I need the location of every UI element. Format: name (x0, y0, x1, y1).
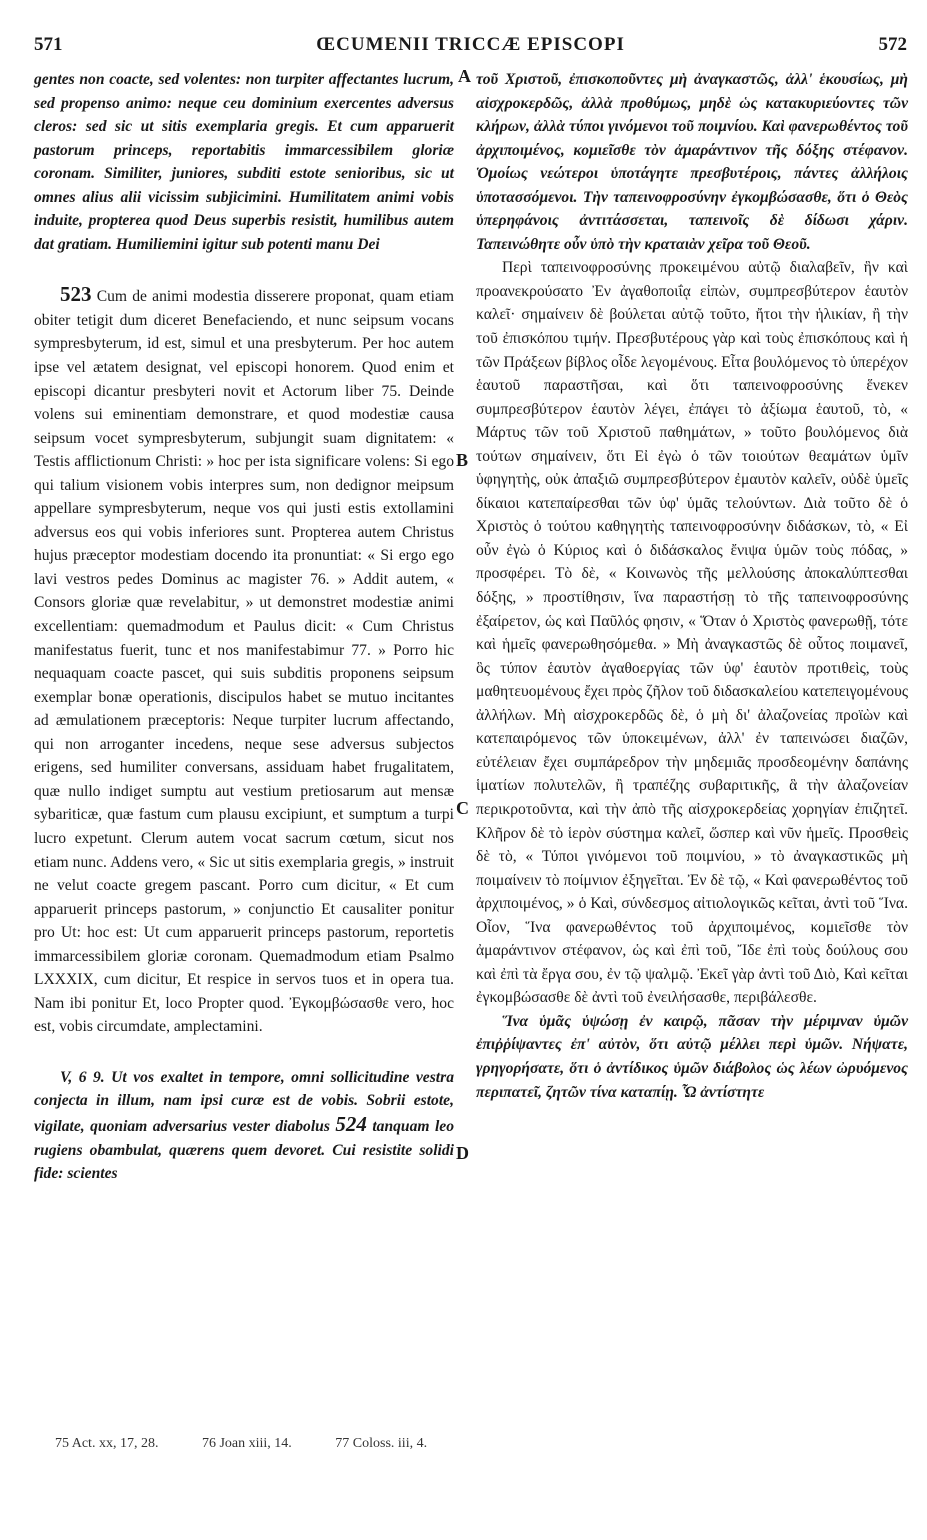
margin-letter-c: C (456, 798, 469, 818)
greek-verse-5-6: Ἵνα ὑμᾶς ὑψώσῃ ἐν καιρῷ, πᾶσαν τὴν μέριμναν ὑμῶν ἐπιῤῥίψαντες ἐπ' αὐτὸν, ὅτι αὐτῷ μέλλει περὶ ὑμῶν. Νήψατε, γρηγορήσατε, ὅτι ὁ ἀντίδικος ὑμῶν διάβολος ὡς λέων ὠρυόμενος περιπατεῖ, ζητῶν τίνα καταπίῃ. Ὧ ἀντίστητε (476, 1012, 908, 1101)
latin-column (34, 68, 454, 1186)
latin-verse-text-b: tanquam leo rugiens obambulat, quærens quem devoret. Cui resistite solidi fide: scientes (34, 1117, 454, 1183)
margin-letter-b: B (456, 450, 469, 470)
column-number-524: 524 (335, 1111, 367, 1136)
footnote-77: 77 Coloss. iii, 4. (335, 1436, 428, 1451)
page-title: ŒCUMENII TRICCÆ EPISCOPI (316, 34, 625, 55)
running-header (34, 34, 907, 60)
latin-verse-5-6 (34, 1066, 454, 1186)
latin-verse-text-a: V, 6 9. Ut vos exaltet in tempore, omni sollicitudine vestra conjecta in illum, nam ipsi curæ est de vobis. Sobrii estote, vigilate, quoniam adversarius vester diabolus (34, 1068, 454, 1135)
latin-scripture-passage: gentes non coacte, sed volentes: non turpiter affectantes lucrum, sed propenso animo: neque ceu dominium exercentes adversus cleros: sed sic ut sitis exemplaria gregis. Et cum apparuerit pastorum princeps, reportabitis immarcessibilem gloriæ coronam. Similiter, juniores, subditi estote senioribus, sic ut omnes alius alii vicissim subjicimini. Humilitatem animi vobis induite, propterea quod Deus superbis resistit, humilibus autem dat gratiam. Humiliemini igitur sub potenti manu Dei (34, 71, 454, 253)
margin-letter-a: A (458, 66, 471, 86)
footnotes (55, 1436, 467, 1452)
footnote-75: 75 Act. xx, 17, 28. (55, 1436, 159, 1451)
footnote-76: 76 Joan xiii, 14. (201, 1436, 292, 1451)
greek-scripture-passage: τοῦ Χριστοῦ, ἐπισκοποῦντες μὴ ἀναγκαστῶς, ἀλλ' ἑκουσίως, μὴ αἰσχροκερδῶς, ἀλλὰ προθύμως, μηδὲ ὡς κατακυριεύοντες τῶν κλήρων, ἀλλὰ τύποι γινόμενοι τοῦ ποιμνίου. Καὶ φανερωθέντος τοῦ ἀρχιποιμένος, κομιεῖσθε τὸν ἀμαράντινον τῆς δόξης στέφανον. Ὁμοίως νεώτεροι ὑποτάγητε πρεσβυτέροις, πάντες ἀλλήλοις ὑποτασσόμενοι. Τὴν ταπεινοφροσύνην ἐγκομβώσασθε, ὅτι ὁ Θεὸς ὑπερηφάνοις ἀντιτάσσεται, ταπεινοῖς δὲ δίδωσι χάριν. Ταπεινώθητε οὖν ὑπὸ τὴν κραταιὰν χεῖρα τοῦ Θεοῦ. (476, 71, 908, 253)
latin-commentary-text: Cum de animi modestia disserere proponat, quam etiam obiter tetigit dum diceret Benefaciendo, et nunc seipsum vocans sympresbyterum, id est, simul et una presbyterum. Per hoc autem ipse vel ætatem designat, vel episcopi honorem. Quod enim et episcopi dicantur presbyteri novit et Actorum liber 75. Deinde volens sui eminentiam demonstrare, et quod modestiæ causa seipsum vocet sympresbyterum, subjungit suam dignitatem: « Testis afflictionum Christi: » hoc per ista significare volens: Si ego qui talium visionem vobis interpres sum, non dedignor meipsum appellare sympresbyterum, neque vos qui justi estis extollamini adversus eos qui vobis inferiores sunt. Propterea autem Christus hujus præceptor modestiam docendo ita pronuntiat: « Si ergo ego lavi vestros pedes Dominus ac magister 76. » Addit autem, « Consors gloriæ quæ revelabitur, » ut demonstret modestiæ animi excellentiam: quemadmodum et Paulus dicit: « Cum Christus manifestatus fuerit, tunc et nos manifestabimur 77. » Porro hic nequaquam coacte pascet, qui suis subditis proponens seipsum exemplar bonæ operationis, discipulos habet se mutuo incitantes ad æmulationem præceptoris: Neque turpiter lucrum affectando, qui non arroganter incedens, neque sese adversus subjectos erigens, sed humiliter conversans, assiduam habet frugalitatem, quæ nullo indiget sumptu aut vestium pretiosarum aut mensæ sybariticæ, quæ fastum cum plausu excipiunt, et sumptum a turpi lucro expetunt. Clerum autem vocat sacrum cœtum, sicut nos etiam nunc. Addens vero, « Sic ut sitis exemplaria gregis, » instruit ne velut coacte gregem pascant. Porro cum dicitur, « Et cum apparuerit princeps pastorum, » conjunctio Et causaliter ponitur pro Ut: hoc est: Ut cum apparuerit princeps pastorum, reportetis immarcessibilem gloriæ coronam. Quemadmodum etiam Psalmo LXXXIX, cum dicitur, Et respice in servos tuos et in opera tua. Nam ibi ponitur Et, loco Propter quod. Ἐγκομβώσασθε vero, hoc est, vobis circumdate, amplectamini. (34, 288, 454, 1036)
page-number-left: 571 (34, 34, 63, 55)
column-number-523: 523 (60, 282, 92, 307)
latin-commentary (34, 283, 454, 1039)
greek-commentary: Περὶ ταπεινοφροσύνης προκειμένου αὐτῷ διαλαβεῖν, ἣν καὶ προανεκρούσατο Ἐν ἀγαθοποιΐᾳ εἰπὼν, συμπρεσβύτερον ἑαυτὸν καλεῖ· σημαίνειν δὲ βούλεται αὐτῷ τοῦτο, ἤτοι τὴν ἡλικίαν, ἢ τὴν τοῦ ἐπισκόπου τιμήν. Πρεσβυτέρους γὰρ καὶ τοὺς ἐπισκόπους καὶ ἡ τῶν Πράξεων βίβλος οἶδε λεγομένους. Εἶτα βουλόμενος τὸ ὑπερέχον ἑαυτοῦ παραστῆσαι, καὶ ὅτι ταπεινοφροσύνης ἕνεκεν συμπρεσβύτερον ἑαυτὸν λέγει, ἐπάγει τὸ ἀξίωμα ἑαυτοῦ, τὸ, « Μάρτυς τῶν τοῦ Χριστοῦ παθημάτων, » τοῦτο βουλόμενος διὰ τούτων σημαίνειν, ὅτι Εἰ ἐγὼ ὁ τῶν τοιούτων θεαμάτων ὑμῖν ὑφηγητὴς, οὐκ ἀπαξιῶ συμπρεσβύτερον ἐμαυτὸν καλεῖν, οὐδὲ ὑμεῖς δίκαιοι κατεπαίρεσθαι τῶν ὑφ' ὑμᾶς τελούντων. Διὰ τοῦτο δὲ ὁ Χριστὸς ὁ τούτου καθηγητὴς ταπεινοφροσύνην διδάσκων, τὸ, « Εἰ οὖν ἐγὼ ὁ Κύριος καὶ ὁ διδάσκαλος ἔνιψα ὑμῶν τοὺς πόδας, » προσφέρει. Τὸ δὲ, « Κοινωνὸς τῆς μελλούσης ἀποκαλύπτεσθαι δόξης, » προστίθησιν, ἵνα παραστήσῃ τὸ τῆς ταπεινοφροσύνης ἐξαίρετον, ὡς καὶ Παῦλός φησιν, « Ὅταν ὁ Χριστὸς φανερωθῇ, τότε καὶ ἡμεῖς φανερωθησόμεθα. » Μὴ ἀναγκαστῶς δὲ οὗτος ποιμανεῖ, ὃς τύπον ἑαυτὸν ἀγαθοεργίας τῶν ὑφ' ἑαυτὸν προτιθεὶς, τοὺς μαθητευομένους ἔχει πρὸς ζῆλον τοῦ διδασκαλείου κατεπειγομένους ἀλλήλων. Μὴ αἰσχροκερδῶς δὲ, ὁ μὴ δι' ἀλαζονείας προϊὼν καὶ κατεπαιρόμενος τῶν ὑποκειμένων, ἀλλ' ἐν ταπεινώσει διαζῶν, εὐτέλειαν ἔχει συμπάρεδρον τὴν μηδεμιᾶς προσδεομένην δαπάνης ἱματίων πολυτελῶν, ἢ τραπέζης συβαριτικῆς, ἃ τὴν ἀλαζονείαν περικροτοῦντα, καὶ τὴν ἀπὸ τῆς αἰσχροκερδείας χορηγίαν ἐπιζητεῖ. Κλῆρον δὲ τὸ ἱερὸν σύστημα καλεῖ, ὥσπερ καὶ νῦν ἡμεῖς. Προσθεὶς δὲ τὸ, « Τύποι γινόμενοι τοῦ ποιμνίου, » τὸ ἀναγκαστικῶς μὴ ποιμαίνειν τὸ ποίμνιον ἐξηγεῖται. Ἐν δὲ τῷ, « Καὶ φανερωθέντος τοῦ ἀρχιποιμένος, » ὁ Καὶ, σύνδεσμος αἰτιολογικῶς κεῖται, ἀντὶ τοῦ Ἵνα. Οἷον, Ἵνα φανερωθέντος τοῦ ἀρχιποιμένος, κομιεῖσθε τὸν ἀμαράντινον στέφανον, ὡς καὶ ἐπὶ τοῦ, Ἴδε ἐπὶ τοὺς δούλους σου καὶ ἐπὶ τὰ ἔργα σου, ἐν τῷ ψαλμῷ. Ἐκεῖ γὰρ ἀντὶ τοῦ Διὸ, Καὶ κεῖται ἐγκομβώσασθε δὲ ἀντὶ τοῦ ἐνειλήσασθε, περιβάλεσθε. (476, 259, 908, 1007)
greek-column (476, 68, 908, 1104)
margin-letter-d: D (456, 1143, 469, 1163)
page-number-right: 572 (878, 34, 907, 55)
